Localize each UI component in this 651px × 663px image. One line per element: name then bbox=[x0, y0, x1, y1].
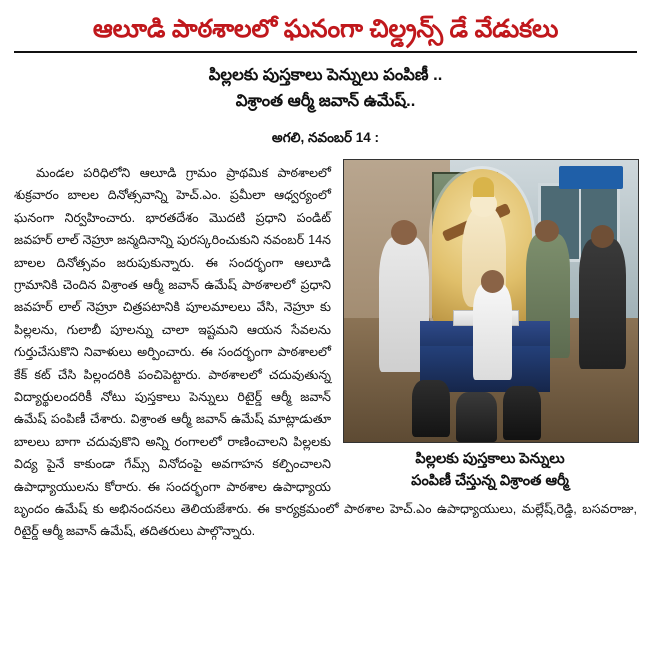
photo-child-foreground-3 bbox=[503, 386, 541, 440]
photo-child-receiving-head bbox=[481, 270, 505, 293]
photo-child-receiving bbox=[473, 284, 511, 380]
photo-person-right-2-head bbox=[591, 225, 615, 248]
photo-person-right-2 bbox=[579, 239, 626, 369]
subheadline-line-2: విశ్రాంత ఆర్మీ జవాన్ ఉమేష్.. bbox=[235, 91, 416, 110]
photo-caption-line-2: పంపిణీ చేస్తున్న విశ్రాంత ఆర్మీ bbox=[411, 473, 569, 490]
page-title: ఆలూడి పాఠశాలలో ఘనంగా చిల్డ్రన్స్ డే వేడుకలు bbox=[92, 15, 559, 43]
subheadline-line-1: పిల్లలకు పుస్తకాలు పెన్నులు పంపిణీ .. bbox=[208, 66, 443, 85]
photo-banner bbox=[559, 166, 624, 189]
article-body-text: మండల పరిధిలోని ఆలూడి గ్రామం ప్రాథమిక పాఠశాలలో శుక్రవారం బాలల దినోత్సవాన్ని హెచ్.ఎం. ప్రమీలా ఆధ్వర్యంలో ఘనంగా నిర్వహించారు. భారతదేశం మొదటి ప్రధాని పండిట్ జవహర్ లాల్ నెహ్రూ జన్మదినాన్ని పురస్కరించుకుని నవంబర్ 14న బాలల దినోత్సవం జరుపుకున్నారు. ఈ సందర్భంగా ఆలూడి గ్రామానికి చెందిన విశ్రాంత ఆర్మీ జవాన్ ఉమేష్ పాఠశాలలో ప్రధాని జవహర్ లాల్ నెహ్రూ చిత్రపటానికి పూలమాలలు వేసి, నెహ్రూ కు పిల్లలను, గులాబీ పూలన్ను చాలా ఇష్టమని ఆయన సేవలను గుర్తుచేసుకొని నివాళులు అర్పించారు. ఈ సందర్భంగా పాఠశాలలో కేక్ కట్ చేసి పిల్లందరికి పంచిపెట్టారు. పాఠశాలలో చదువుతున్న విద్యార్థులందరికీ నోటు పుస్తకాలు పెన్నులు రిటైర్డ్ ఆర్మీ జవాన్ ఉమేష్ పంపిణీ చేశారు. విశ్రాంత ఆర్మీ జవాన్ ఉమేష్ మాట్లాడుతూ బాలలు బాగా చదువుకొని అన్ని రంగాలలో రాణించాలని పిల్లలకు విద్య పైనే కాకుండా గేమ్స్ వినోదంపై అవగాహన కల్పించాలని ఉపాధ్యాయులను కోరారు. ఈ సందర్భంగా పాఠశాల ఉపాధ్యాయ బృందం ఉమేష్ కు అభినందనలు తెలియజేశారు. ఈ కార్యక్రమంలో పాఠశాల హెచ్.ఎం ఉపాధ్యాయులు, మల్లేష్,రెడ్డి, బసవరాజు, రిటైర్డ్ ఆర్మీ జవాన్ ఉమేష్, తదితరులు పాల్గొన్నారు. bbox=[14, 165, 637, 539]
article-photo bbox=[343, 159, 639, 443]
subheadline bbox=[14, 63, 637, 114]
photo-child-foreground-2 bbox=[456, 392, 497, 443]
photo-caption-line-1: పిల్లలకు పుస్తకాలు పెన్నులు bbox=[415, 451, 565, 468]
photo-child-foreground-1 bbox=[412, 380, 450, 436]
dateline: అగలి, నవంబర్ 14 : bbox=[271, 130, 380, 146]
header-divider bbox=[14, 51, 637, 53]
photo-person-right-1-head bbox=[535, 220, 559, 243]
photo-idol-crown bbox=[473, 177, 494, 197]
photo-caption bbox=[343, 443, 637, 493]
article-photo-block bbox=[343, 159, 637, 493]
